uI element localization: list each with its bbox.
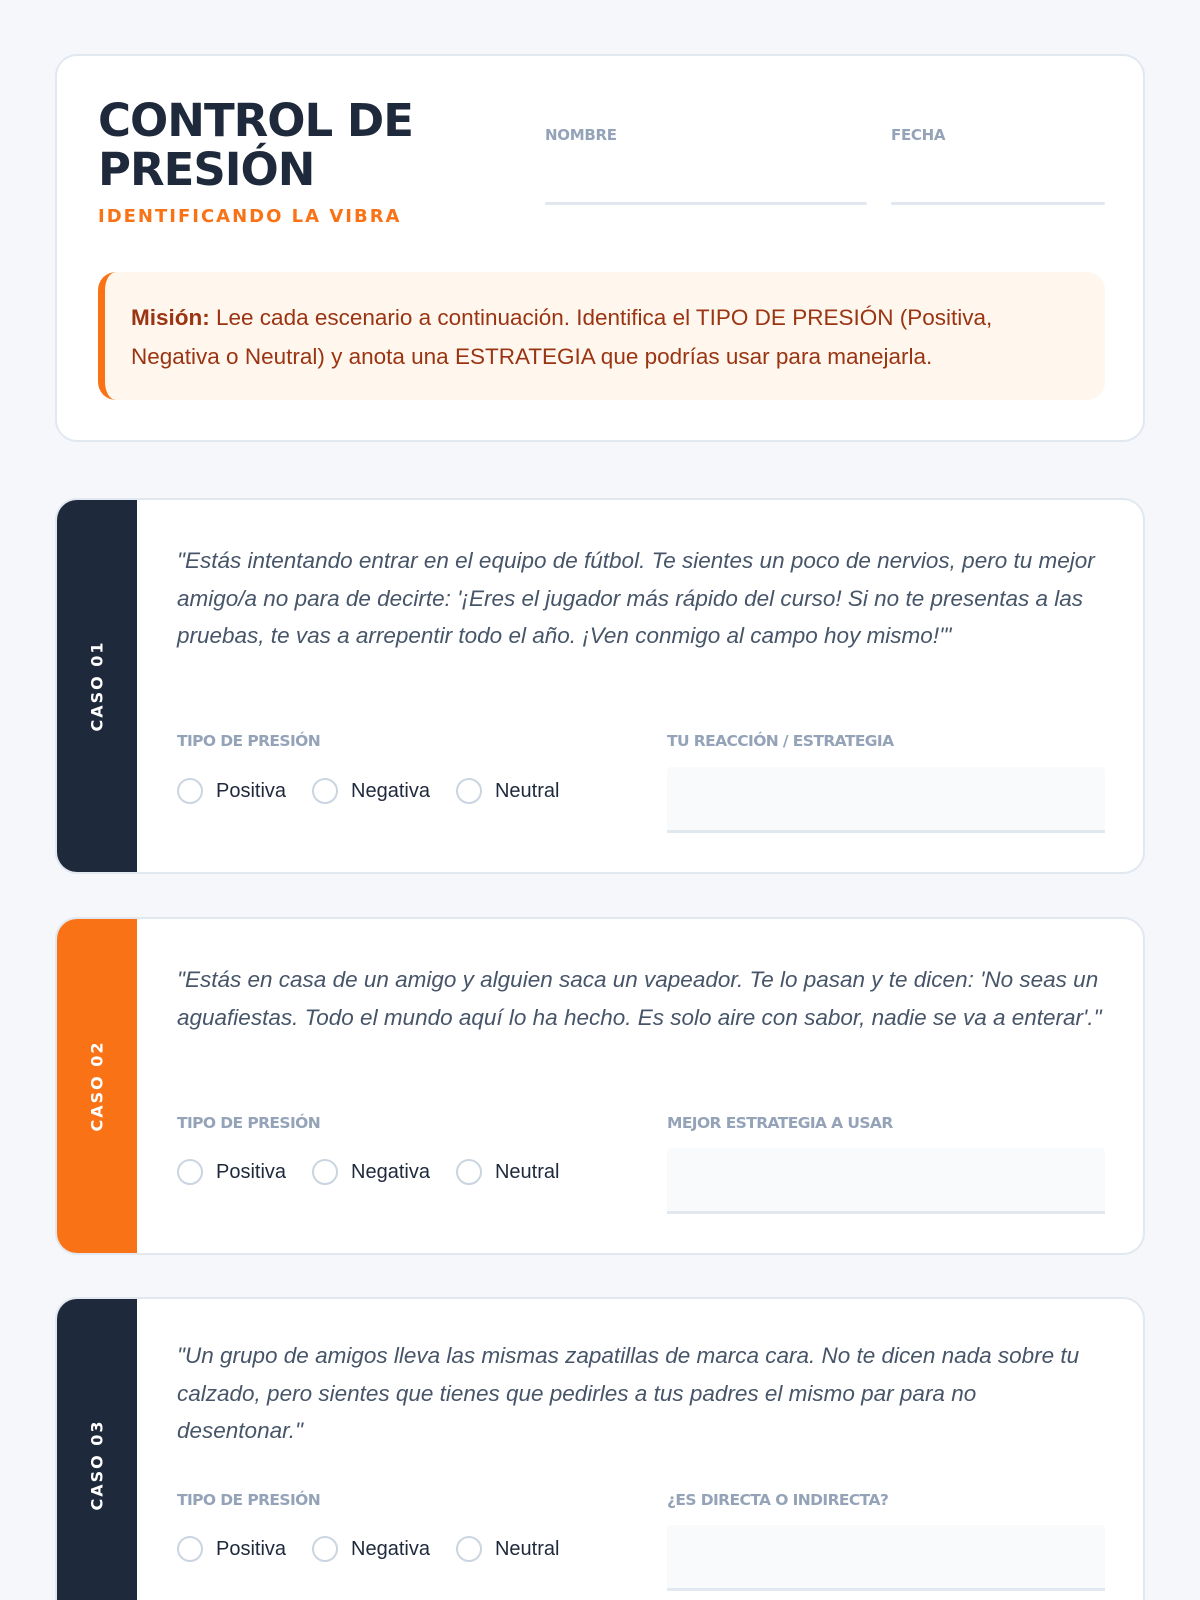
option-label: Neutral	[494, 1160, 560, 1183]
date-input-line[interactable]	[891, 202, 1105, 205]
option-neutral[interactable]	[456, 1536, 559, 1562]
option-label: Positiva	[216, 1537, 287, 1560]
date-field[interactable]	[891, 126, 1105, 144]
option-neutral[interactable]	[456, 1159, 559, 1185]
pressure-type-label: TIPO DE PRESIÓN	[177, 1114, 321, 1132]
pressure-type-options	[177, 1159, 585, 1185]
strategy-answer-field[interactable]	[667, 1148, 1105, 1214]
radio-button[interactable]	[456, 1536, 482, 1562]
case-card-01	[55, 498, 1145, 874]
case-quote: "Estás en casa de un amigo y alguien saca un vapeador. Te lo pasan y te dicen: 'No seas un aguafiestas. Todo el mundo aquí lo ha hecho. Es solo aire con sabor, nadie se va a enterar'."	[177, 967, 1102, 1030]
option-label: Neutral	[494, 779, 560, 802]
option-label: Neutral	[494, 1537, 560, 1560]
option-positiva[interactable]	[177, 1159, 286, 1185]
case-tag: CASO 03	[87, 1419, 107, 1511]
case-card-02	[55, 917, 1145, 1255]
case-tag: CASO 02	[87, 1040, 107, 1132]
mission-text: Lee cada escenario a continuación. Identifica el TIPO DE PRESIÓN (Positiva, Negativa o Neutral) y anota una ESTRATEGIA que podrías usar para manejarla.	[131, 305, 993, 369]
radio-button[interactable]	[456, 1159, 482, 1185]
pressure-type-options	[177, 778, 585, 804]
radio-button[interactable]	[312, 778, 338, 804]
header-card	[55, 54, 1145, 442]
option-neutral[interactable]	[456, 778, 559, 804]
mission-label: Misión:	[131, 305, 210, 330]
date-label: FECHA	[891, 126, 946, 144]
strategy-label: TU REACCIÓN / ESTRATEGIA	[667, 732, 894, 750]
option-label: Positiva	[216, 779, 287, 802]
name-label: NOMBRE	[545, 126, 617, 144]
case-tag: CASO 01	[87, 640, 107, 732]
page-subtitle: IDENTIFICANDO LA VIBRA	[98, 206, 402, 227]
radio-button[interactable]	[177, 1536, 203, 1562]
option-label: Positiva	[216, 1160, 287, 1183]
case-side-bar	[57, 1299, 137, 1600]
option-label: Negativa	[351, 1160, 430, 1183]
radio-button[interactable]	[456, 778, 482, 804]
option-positiva[interactable]	[177, 1536, 286, 1562]
pressure-type-label: TIPO DE PRESIÓN	[177, 732, 321, 750]
option-negativa[interactable]	[312, 1159, 430, 1185]
radio-button[interactable]	[312, 1159, 338, 1185]
strategy-label: MEJOR ESTRATEGIA A USAR	[667, 1114, 893, 1132]
case-card-03	[55, 1297, 1145, 1600]
name-input-line[interactable]	[545, 202, 867, 205]
direct-indirect-label: ¿ES DIRECTA O INDIRECTA?	[667, 1491, 889, 1509]
option-label: Negativa	[351, 779, 430, 802]
radio-button[interactable]	[177, 778, 203, 804]
mission-box	[98, 272, 1105, 400]
pressure-type-options	[177, 1536, 585, 1562]
case-quote: "Estás intentando entrar en el equipo de fútbol. Te sientes un poco de nervios, pero tu mejor amigo/a no para de decirte: '¡Eres el jugador más rápido del curso! Si no te presentas a las pruebas, te vas a arrepentir todo el año. ¡Ven conmigo al campo hoy mismo!'"	[177, 548, 1095, 648]
option-positiva[interactable]	[177, 778, 286, 804]
case-side-bar	[57, 500, 137, 872]
option-negativa[interactable]	[312, 1536, 430, 1562]
option-negativa[interactable]	[312, 778, 430, 804]
option-label: Negativa	[351, 1537, 430, 1560]
page-title: CONTROL DE PRESIÓN	[98, 94, 413, 196]
strategy-answer-field[interactable]	[667, 767, 1105, 833]
pressure-type-label: TIPO DE PRESIÓN	[177, 1491, 321, 1509]
radio-button[interactable]	[312, 1536, 338, 1562]
name-field[interactable]	[545, 126, 867, 144]
radio-button[interactable]	[177, 1159, 203, 1185]
case-side-bar	[57, 919, 137, 1253]
case-quote: "Un grupo de amigos lleva las mismas zapatillas de marca cara. No te dicen nada sobre tu calzado, pero sientes que tienes que pedirles a tus padres el mismo par para no desentonar."	[177, 1343, 1080, 1443]
direct-indirect-answer-field[interactable]	[667, 1525, 1105, 1591]
